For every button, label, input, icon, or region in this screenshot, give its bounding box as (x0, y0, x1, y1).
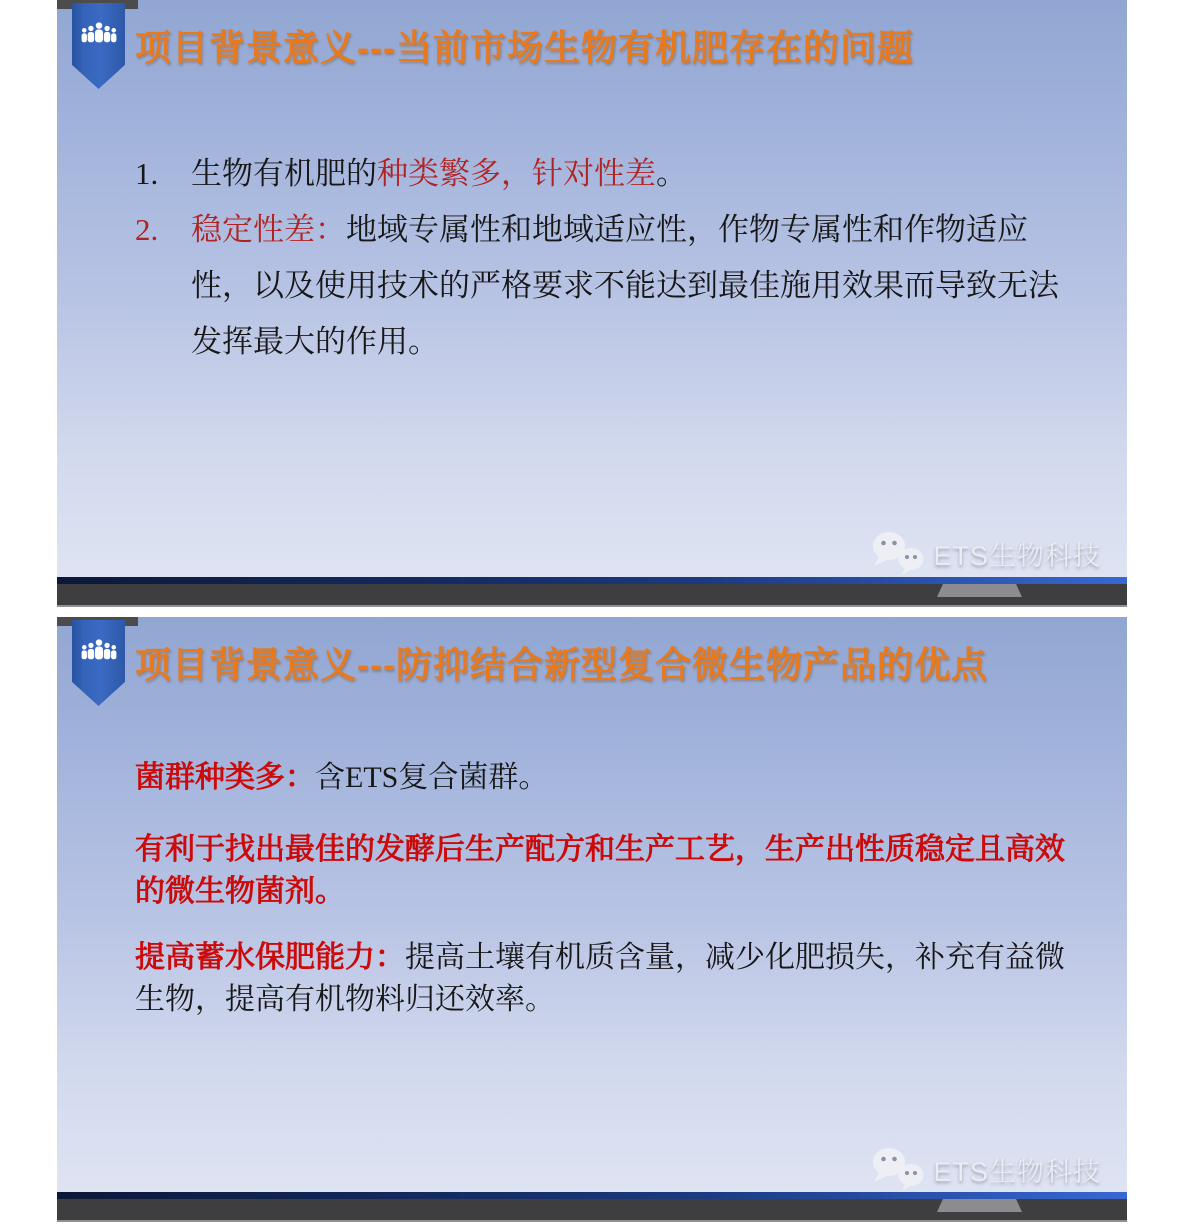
item-2-black-text: 地域专属性和地域适应性，作物专属性和作物适应性，以及使用技术的严格要求不能达到最佳施用效果而导致无法发挥最大的作用。 (191, 212, 1059, 359)
slide-2-body (135, 757, 1090, 1021)
slide-1 (57, 0, 1127, 607)
slide-1-bottom-bar (57, 584, 1127, 607)
slide-1-header-ribbon (72, 3, 125, 89)
slide-2-bottom-line (57, 1192, 1127, 1199)
slide-1-watermark-text: ETS生物科技 (933, 540, 1101, 571)
slide-2-header-ribbon (72, 620, 125, 706)
paragraph-2 (135, 829, 1090, 913)
slide-1-bar-tab (937, 584, 1022, 597)
paragraph-1 (135, 757, 1090, 799)
paragraph-3-red-lead: 提高蓄水保肥能力： (135, 941, 405, 974)
paragraph-2-red-text: 有利于找出最佳的发酵后生产配方和生产工艺，生产出性质稳定且高效的微生物菌剂。 (135, 833, 1065, 908)
slide-2-watermark (869, 1146, 1101, 1192)
list-item-2-text (191, 202, 1059, 370)
wechat-bubbles-icon (869, 1146, 927, 1192)
slide-2-bar-tab (937, 1199, 1022, 1212)
slide-2-title: 项目背景意义---防抑结合新型复合微生物产品的优点 (135, 644, 988, 685)
item-1-red-text: 种类繁多，针对性差 (377, 156, 656, 191)
slide-2-bottom-bar (57, 1199, 1127, 1222)
slide-2 (57, 617, 1127, 1222)
people-group-icon (80, 20, 118, 52)
paragraph-1-red-lead: 菌群种类多： (135, 761, 315, 794)
paragraph-3-black-text: 提高土壤有机质含量，减少化肥损失，补充有益微生物，提高有机物料归还效率。 (135, 941, 1065, 1016)
list-item-2-number: 2. (135, 212, 159, 247)
slide-1-title: 项目背景意义---当前市场生物有机肥存在的问题 (135, 27, 914, 68)
paragraph-1-black-text: 含ETS复合菌群。 (315, 761, 549, 794)
slide-1-bottom-line (57, 577, 1127, 584)
slide-2-watermark-text: ETS生物科技 (933, 1156, 1101, 1187)
item-1-black-tail: 。 (656, 156, 687, 191)
list-item-1-text (191, 146, 1059, 202)
item-2-red-lead: 稳定性差： (191, 212, 346, 247)
paragraph-3 (135, 937, 1090, 1021)
people-group-icon (80, 637, 118, 669)
list-item-1-number: 1. (135, 156, 159, 191)
wechat-bubbles-icon (869, 530, 927, 576)
list-item-1 (135, 146, 1059, 202)
slide-1-body (135, 146, 1059, 370)
list-item-2 (135, 202, 1059, 370)
slide-1-watermark (869, 530, 1101, 576)
item-1-black-lead: 生物有机肥的 (191, 156, 377, 191)
